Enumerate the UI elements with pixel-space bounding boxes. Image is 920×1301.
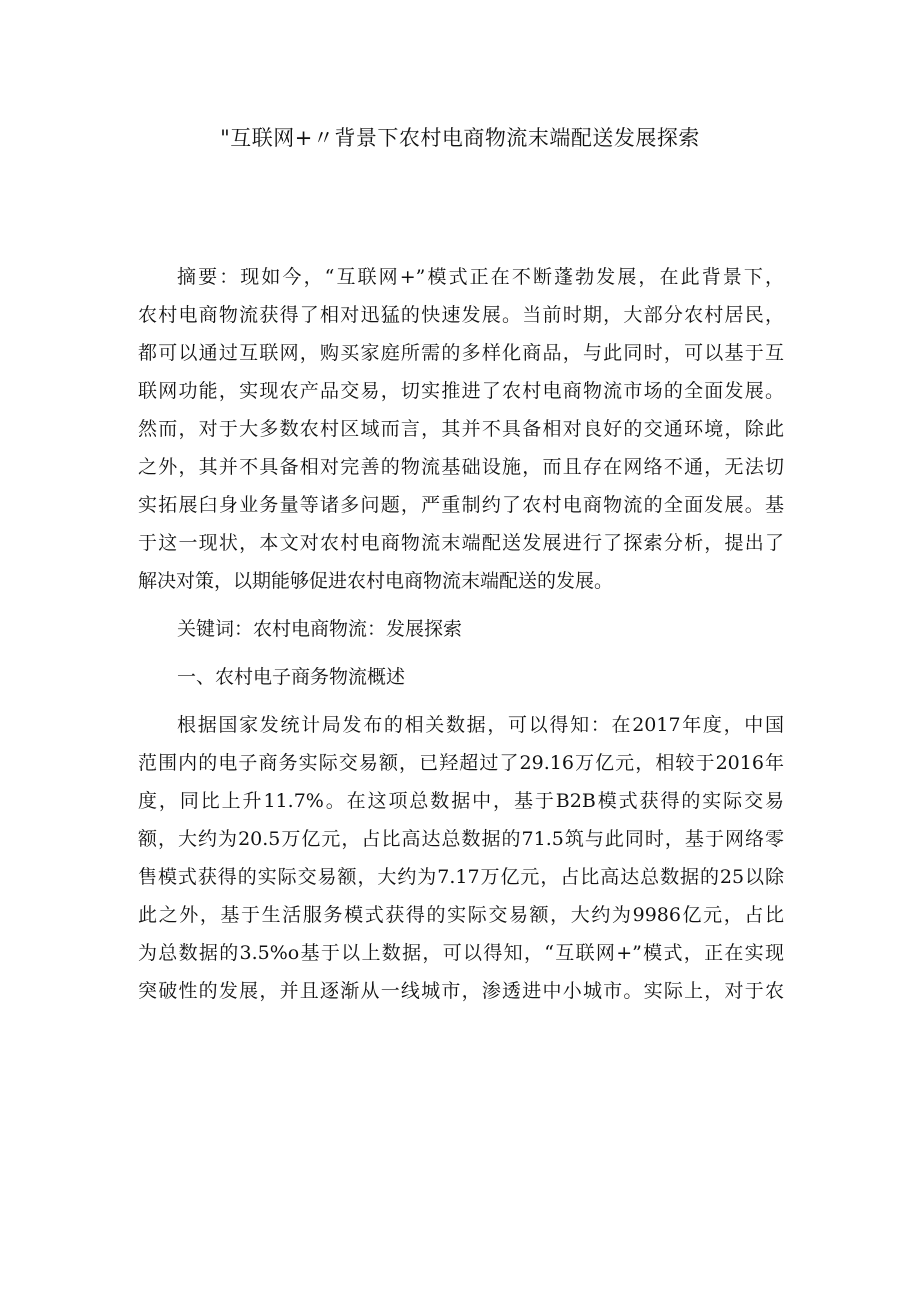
abstract-line: 然而，对于大多数农村区域而言，其并不具备相对良好的交通环境，除此 <box>138 418 784 440</box>
keywords-line: 关键词：农村电商物流：发展探索 <box>177 618 463 640</box>
document-body <box>138 258 784 1010</box>
abstract-line: 实拓展臼身业务量等诸多问题，严重制约了农村电商物流的全面发展。基 <box>138 494 784 516</box>
abstract-line: 于这一现状，本文对农村电商物流末端配送发展进行了探索分析，提出了 <box>138 532 784 554</box>
document-title: "互联网+〃背景下农村电商物流末端配送发展探索 <box>220 126 700 150</box>
section-line: 突破性的发展，并且逐渐从一线城市，渗透进中小城市。实际上，对于农 <box>138 980 784 1002</box>
abstract-line: 联网功能，实现农产品交易，切实推进了农村电商物流市场的全面发展。 <box>138 380 784 402</box>
section-line: 根据国家发统计局发布的相关数据，可以得知：在2017年度，中国 <box>177 714 784 736</box>
abstract-line: 摘要：现如今，“互联网+”模式正在不断蓬勃发展，在此背景下， <box>177 266 784 288</box>
section-line: 范围内的电子商务实际交易额，已羟超过了29.16万亿元，相较于2016年 <box>138 752 784 774</box>
abstract-line: 解决对策，以期能够促进农村电商物流末端配送的发展。 <box>138 570 614 592</box>
section-heading: 一、农村电子商务物流概述 <box>177 666 406 688</box>
section-line: 为总数据的3.5%o基于以上数据，可以得知，“互联网+”模式，正在实现 <box>138 942 784 964</box>
abstract-line: 农村电商物流获得了相对迅猛的快速发展。当前时期，大部分农村居民， <box>138 304 784 326</box>
abstract-paragraph <box>138 258 784 600</box>
section-line: 售模式获得的实际交易额，大约为7.17万亿元，占比高达总数据的25以除 <box>138 866 784 888</box>
abstract-line: 之外，其并不具备相对完善的物流基础设施，而且存在网络不通，无法切 <box>138 456 784 478</box>
section-line: 额，大约为20.5万亿元，占比高达总数据的71.5筑与此同时，基于网络零 <box>138 828 784 850</box>
abstract-line: 都可以通过互联网，购买家庭所需的多样化商品，与此同时，可以基于互 <box>138 342 784 364</box>
section-line: 此之外，基于生活服务模式获得的实际交易额，大约为9986亿元，占比 <box>138 904 784 926</box>
section-paragraph <box>138 706 784 1010</box>
section-line: 度，同比上升11.7%。在这项总数据中，基于B2B模式获得的实际交易 <box>138 790 784 812</box>
